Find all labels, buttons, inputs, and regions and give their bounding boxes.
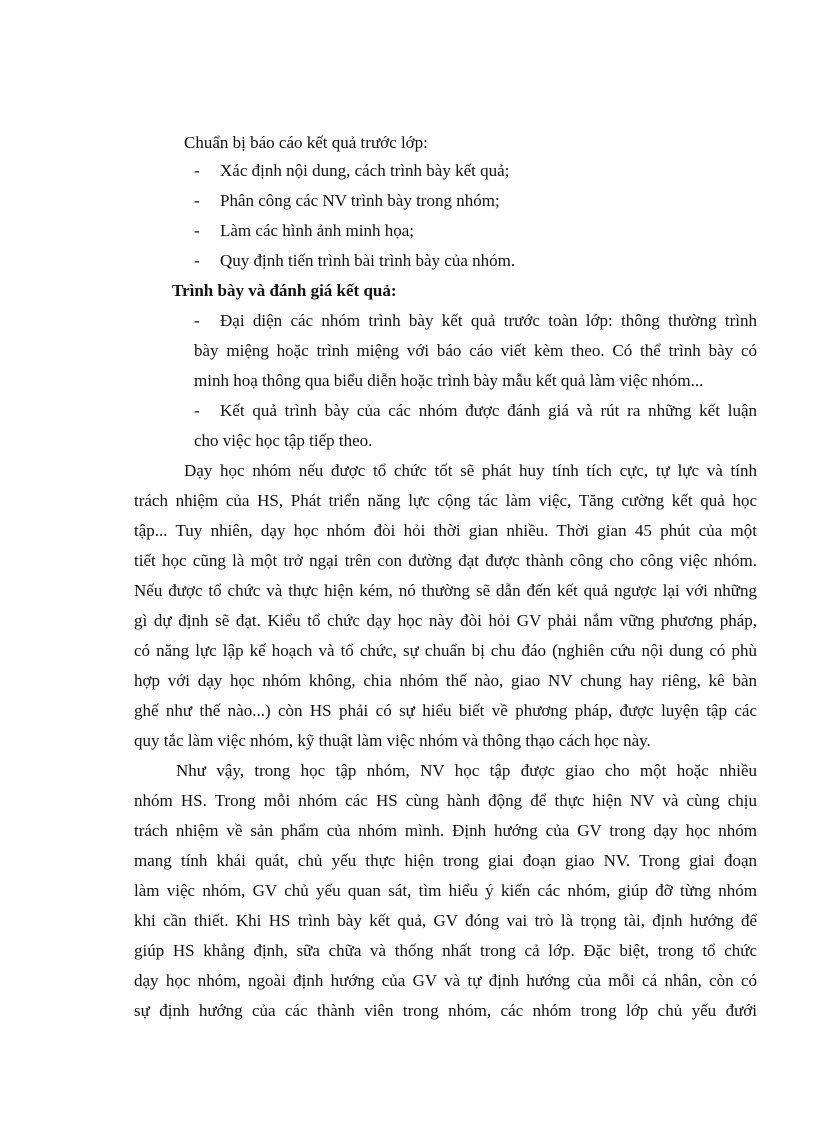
paragraph-line: làm việc nhóm, GV chủ yếu quan sát, tìm hiểu ý kiến các nhóm, giúp đỡ từng nhóm — [134, 881, 757, 900]
prepare-item-text: Làm các hình ảnh minh họa; — [220, 221, 415, 240]
prepare-item-text: Quy định tiến trình bài trình bày của nhóm. — [220, 251, 516, 270]
paragraph-line: Như vậy, trong học tập nhóm, NV học tập được giao cho một hoặc nhiều — [176, 761, 757, 780]
bullet-dash: - — [194, 251, 200, 270]
prepare-item-text: Xác định nội dung, cách trình bày kết quả; — [220, 161, 510, 180]
prepare-item-text: Phân công các NV trình bày trong nhóm; — [220, 191, 500, 210]
paragraph-line: ghế như thế nào...) còn HS phải có sự hiểu biết về phương pháp, được luyện tập các — [134, 701, 757, 720]
bullet-dash: - — [194, 311, 200, 330]
present-item-text: Đại diện các nhóm trình bày kết quả trước toàn lớp: thông thường trình — [220, 311, 757, 330]
bullet-dash: - — [194, 221, 200, 240]
present-item-line — [194, 311, 757, 331]
prepare-item — [194, 161, 509, 181]
paragraph-line: quy tắc làm việc nhóm, kỹ thuật làm việc nhóm và thông thạo cách học này. — [134, 731, 651, 750]
present-item-text: Kết quả trình bày của các nhóm được đánh giá và rút ra những kết luận — [220, 401, 757, 420]
present-item-line: minh hoạ thông qua biểu diễn hoặc trình bày mẫu kết quả làm việc nhóm... — [194, 371, 704, 390]
paragraph-line: gì dự định sẽ đạt. Kiểu tổ chức dạy học này đòi hỏi GV phải nắm vững phương pháp, — [134, 611, 757, 630]
paragraph-line: trách nhiệm của HS, Phát triển năng lực cộng tác làm việc, Tăng cường kết quả học — [134, 491, 757, 510]
paragraph-line: giúp HS khẳng định, sữa chữa và thống nhất trong cả lớp. Đặc biệt, trong tổ chức — [134, 941, 757, 960]
present-item-line: cho việc học tập tiếp theo. — [194, 431, 373, 450]
prepare-item — [194, 221, 414, 241]
bullet-dash: - — [194, 161, 200, 180]
paragraph-line: dạy học nhóm, ngoài định hướng của GV và tự định hướng của mỗi cá nhân, còn có — [134, 971, 757, 990]
paragraph-line: nhóm HS. Trong mỗi nhóm các HS cùng hành động để thực hiện NV và cùng chịu — [134, 791, 757, 810]
present-item-line — [194, 401, 757, 421]
paragraph-line: sự định hướng của các thành viên trong nhóm, các nhóm trong lớp chủ yếu đưới — [134, 1001, 757, 1020]
paragraph-line: Nếu được tổ chức và thực hiện kém, nó thường sẽ dẫn đến kết quả ngược lại với những — [134, 581, 757, 600]
present-heading: Trình bày và đánh giá kết quả: — [172, 281, 397, 300]
bullet-dash: - — [194, 401, 200, 420]
bullet-dash: - — [194, 191, 200, 210]
paragraph-line: hợp với dạy học nhóm không, chia nhóm thế nào, giao NV chung hay riêng, kê bàn — [134, 671, 757, 690]
prepare-item — [194, 191, 500, 211]
paragraph-line: khi cần thiết. Khi HS trình bày kết quả, GV đóng vai trò là trọng tài, định hướng để — [134, 911, 757, 930]
paragraph-line: tập... Tuy nhiên, dạy học nhóm đòi hỏi thời gian nhiều. Thời gian 45 phút của một — [134, 521, 757, 540]
paragraph-line: có năng lực lập kế hoạch và tổ chức, sự chuẩn bị chu đáo (nghiên cứu nội dung có phù — [134, 641, 757, 660]
prepare-heading: Chuẩn bị báo cáo kết quả trước lớp: — [184, 133, 428, 152]
paragraph-line: mang tính khái quát, chủ yếu thực hiện trong giai đoạn giao NV. Trong giai đoạn — [134, 851, 757, 870]
paragraph-line: tiết học cũng là một trở ngại trên con đường đạt được thành công cho công việc nhóm. — [134, 551, 757, 570]
paragraph-line: Dạy học nhóm nếu được tổ chức tốt sẽ phát huy tính tích cực, tự lực và tính — [184, 461, 757, 480]
prepare-item — [194, 251, 515, 271]
present-item-line: bày miệng hoặc trình miệng với báo cáo viết kèm theo. Có thể trình bày có — [194, 341, 757, 360]
paragraph-line: trách nhiệm về sản phẩm của nhóm mình. Định hướng của GV trong dạy học nhóm — [134, 821, 757, 840]
